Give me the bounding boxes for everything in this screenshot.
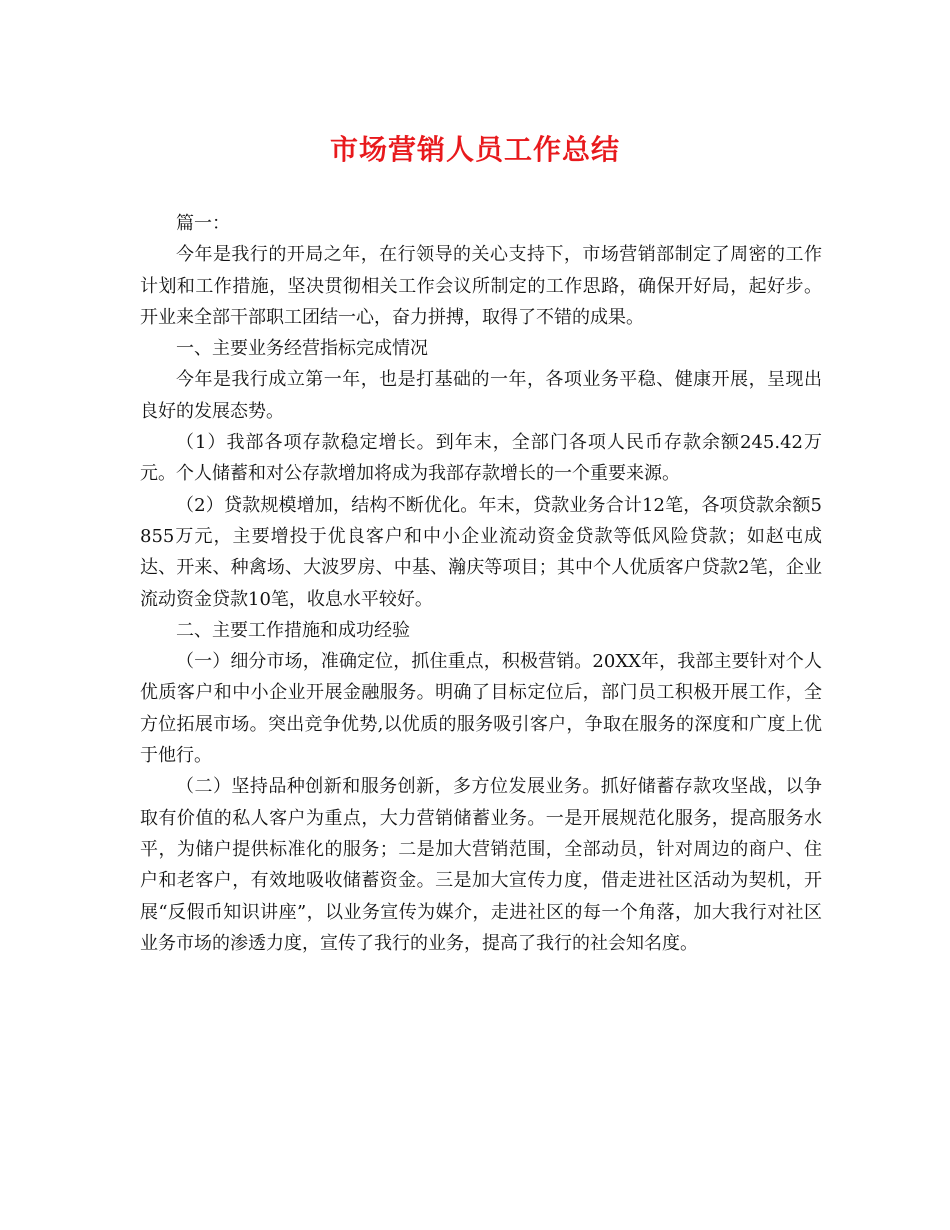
- intro-paragraph: 今年是我行的开局之年，在行领导的关心支持下，市场营销部制定了周密的工作计划和工作措施，坚决贯彻相关工作会议所制定的工作思路，确保开好局，起好步。开业来全部干部职工团结一心，奋力拼搏，取得了不错的成果。: [140, 244, 822, 328]
- paragraph-market-segmentation: （一）细分市场，准确定位，抓住重点，积极营销。20XX年，我部主要针对个人优质客户和中小企业开展金融服务。明确了目标定位后，部门员工积极开展工作，全方位拓展市场。突出竞争优势,以优质的服务吸引客户，争取在服务的深度和广度上优于他行。: [140, 651, 822, 767]
- paragraph-loans: （2）贷款规模增加，结构不断优化。年末，贷款业务合计12笔，各项贷款余额5855万元，主要增投于优良客户和中小企业流动资金贷款等低风险贷款；如赵屯成达、开来、种禽场、大波罗房、中基、瀚庆等项目；其中个人优质客户贷款2笔，企业流动资金贷款10笔，收息水平较好。: [140, 494, 822, 610]
- paragraph-overview: 今年是我行成立第一年，也是打基础的一年，各项业务平稳、健康开展，呈现出良好的发展态势。: [140, 369, 822, 422]
- paragraph-innovation: （二）坚持品种创新和服务创新，多方位发展业务。抓好储蓄存款攻坚战，以争取有价值的私人客户为重点，大力营销储蓄业务。一是开展规范化服务，提高服务水平，为储户提供标准化的服务；二是加大营销范围，全部动员，针对周边的商户、住户和老客户，有效地吸收储蓄资金。三是加大宣传力度，借走进社区活动为契机，开展“反假币知识讲座”，以业务宣传为媒介，走进社区的每一个角落，加大我行对社区业务市场的渗透力度，宣传了我行的业务，提高了我行的社会知名度。: [140, 776, 822, 954]
- paragraph-deposits: （1）我部各项存款稳定增长。到年末，全部门各项人民币存款余额245.42万元。个人储蓄和对公存款增加将成为我部存款增长的一个重要来源。: [140, 432, 822, 485]
- document-body: [140, 208, 822, 959]
- document-title: 市场营销人员工作总结: [329, 133, 620, 166]
- section-heading-1: 一、主要业务经营指标完成情况: [176, 338, 428, 360]
- section-heading-2: 二、主要工作措施和成功经验: [176, 619, 410, 641]
- section-label: 篇一：: [176, 213, 230, 234]
